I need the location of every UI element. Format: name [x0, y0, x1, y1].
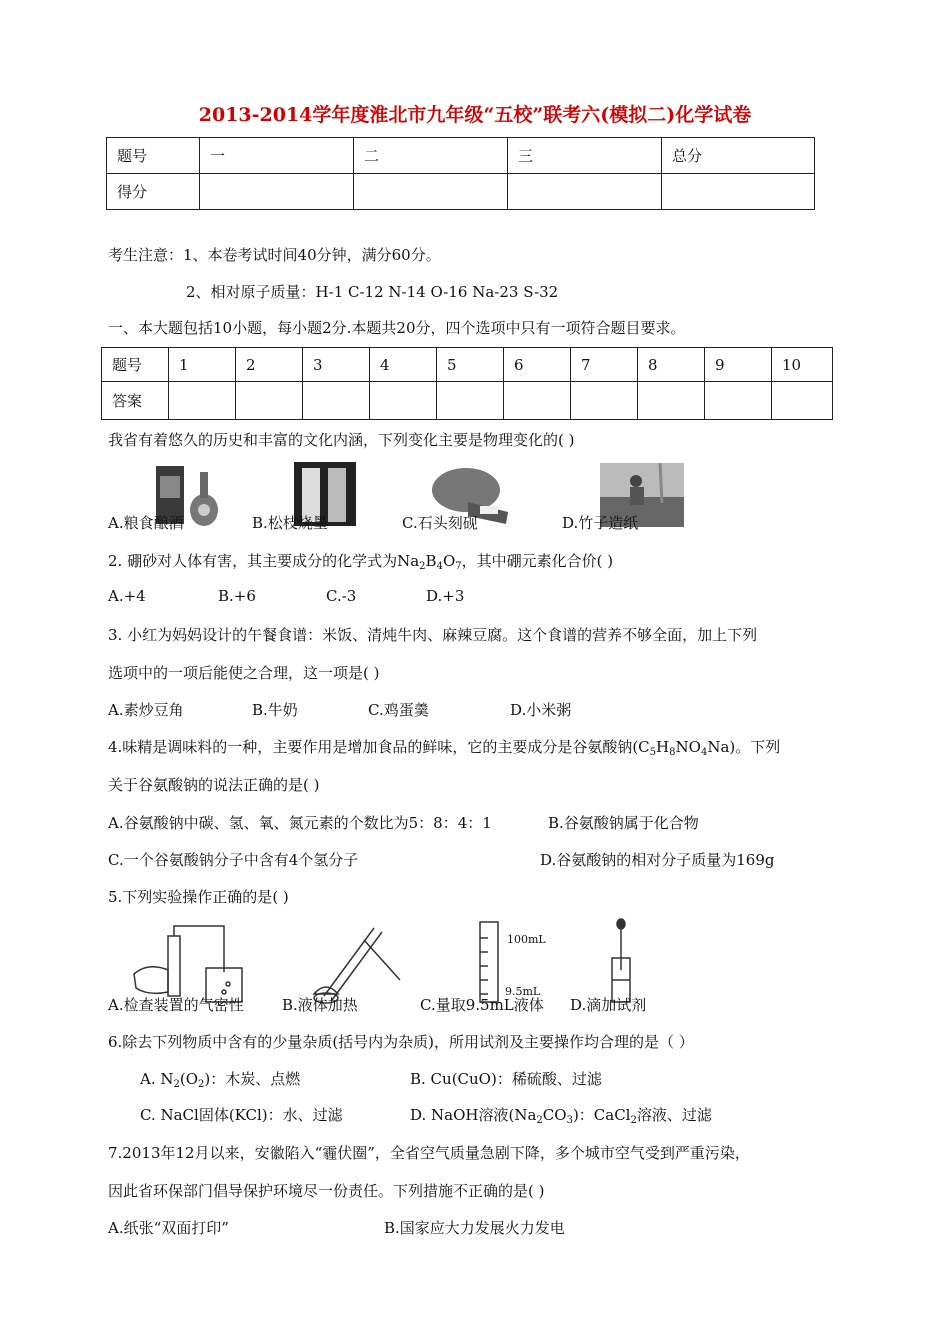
answer-row-label: 答案 — [102, 382, 169, 420]
page-title: 2013-2014学年度淮北市九年级“五校”联考六(模拟二)化学试卷 — [198, 104, 752, 126]
score-table — [106, 137, 815, 210]
q4-line-2: 关于谷氨酸钠的说法正确的是( ) — [108, 776, 320, 794]
q5-airtightness-image — [128, 922, 248, 1004]
answer-cell[interactable] — [504, 382, 571, 420]
score-cell[interactable] — [508, 174, 662, 210]
answer-header-cell: 3 — [303, 348, 370, 382]
q3-option-b[interactable]: B.牛奶 — [252, 701, 298, 719]
answer-header-cell: 题号 — [102, 348, 169, 382]
score-header-cell: 三 — [508, 138, 662, 174]
q5-option-d[interactable]: D.滴加试剂 — [570, 996, 647, 1014]
q7-line-1: 7.2013年12月以来，安徽陷入“霾伏圈”，全省空气质量急剧下降，多个城市空气受到严重污染， — [108, 1144, 750, 1162]
section-1-intro: 一、本大题包括10小题，每小题2分.本题共20分，四个选项中只有一项符合题目要求。 — [108, 319, 686, 337]
answer-cell[interactable] — [303, 382, 370, 420]
answer-header-cell: 2 — [236, 348, 303, 382]
answer-cell[interactable] — [772, 382, 833, 420]
answer-header-cell: 9 — [705, 348, 772, 382]
q1-option-c[interactable]: C.石头刻砚 — [402, 514, 478, 532]
q1-option-a[interactable]: A.粮食酿酒 — [108, 514, 184, 532]
q5-option-b[interactable]: B.液体加热 — [282, 996, 358, 1014]
q6-option-b[interactable]: B. Cu(CuO)：稀硫酸、过滤 — [410, 1070, 602, 1088]
q3-line-1: 3. 小红为妈妈设计的午餐食谱：米饭、清炖牛肉、麻辣豆腐。这个食谱的营养不够全面，加上下列 — [108, 626, 758, 644]
notice-line-1: 考生注意：1、本卷考试时间40分钟，满分60分。 — [108, 246, 441, 264]
q3-option-d[interactable]: D.小米粥 — [510, 701, 572, 719]
q7-option-a[interactable]: A.纸张“双面打印” — [108, 1219, 229, 1237]
q7-option-b[interactable]: B.国家应大力发展火力发电 — [384, 1219, 565, 1237]
q7-line-2: 因此省环保部门倡导保护环境尽一份责任。下列措施不正确的是( ) — [108, 1182, 545, 1200]
q3-option-c[interactable]: C.鸡蛋羹 — [368, 701, 429, 719]
q3-line-2: 选项中的一项后能使之合理，这一项是( ) — [108, 664, 380, 682]
score-cell[interactable] — [200, 174, 354, 210]
answer-header-cell: 10 — [772, 348, 833, 382]
answer-cell[interactable] — [169, 382, 236, 420]
q4-line-1: 4.味精是调味料的一种，主要作用是增加食品的鲜味，它的主要成分是谷氨酸钠$(C_5H_8NO_4Na)$。下列 — [108, 738, 781, 758]
q1-option-d[interactable]: D.竹子造纸 — [562, 514, 639, 532]
score-header-cell: 题号 — [107, 138, 200, 174]
score-header-cell: 二 — [354, 138, 508, 174]
q5-option-c[interactable]: C.量取9.5mL液体 — [420, 996, 544, 1014]
answer-cell[interactable] — [370, 382, 437, 420]
answer-header-cell: 4 — [370, 348, 437, 382]
answer-cell[interactable] — [638, 382, 705, 420]
score-row-label: 得分 — [107, 174, 200, 210]
answer-cell[interactable] — [705, 382, 772, 420]
q4-option-b[interactable]: B.谷氨酸钠属于化合物 — [548, 814, 699, 832]
q2-stem: 2. 硼砂对人体有害，其主要成分的化学式为$Na_2B_4O_7$，其中硼元素化合价( ) — [108, 552, 614, 572]
q2-option-b[interactable]: B.+6 — [218, 587, 256, 605]
q2-option-a[interactable]: A.+4 — [108, 587, 146, 605]
answer-cell[interactable] — [437, 382, 504, 420]
q4-option-d[interactable]: D.谷氨酸钠的相对分子质量为169g — [540, 851, 775, 869]
q4-option-c[interactable]: C.一个谷氨酸钠分子中含有4个氢分子 — [108, 851, 359, 869]
score-cell[interactable] — [354, 174, 508, 210]
answer-table — [101, 347, 833, 420]
q5-heating-image — [304, 920, 404, 1004]
score-header-cell: 一 — [200, 138, 354, 174]
score-header-cell: 总分 — [662, 138, 815, 174]
answer-cell[interactable] — [571, 382, 638, 420]
score-cell[interactable] — [662, 174, 815, 210]
q6-option-a[interactable]: A. $N_2(O_2)$：木炭、点燃 — [140, 1070, 301, 1090]
q5-stem: 5.下列实验操作正确的是( ) — [108, 888, 289, 906]
q5-dropper-image — [596, 918, 646, 1004]
answer-header-cell: 6 — [504, 348, 571, 382]
answer-header-cell: 1 — [169, 348, 236, 382]
answer-header-cell: 7 — [571, 348, 638, 382]
q4-option-a[interactable]: A.谷氨酸钠中碳、氢、氧、氮元素的个数比为5：8：4：1 — [108, 814, 492, 832]
q5-cylinder-100ml-label: 100mL — [507, 933, 546, 946]
answer-header-cell: 5 — [437, 348, 504, 382]
q1-stem: 我省有着悠久的历史和丰富的文化内涵，下列变化主要是物理变化的( ) — [108, 431, 575, 449]
q5-cylinder-9-5ml-label: 9.5mL — [505, 985, 541, 998]
q5-option-a[interactable]: A.检查装置的气密性 — [108, 996, 244, 1014]
notice-line-2: 2、相对原子质量：H-1 C-12 N-14 O-16 Na-23 S-32 — [186, 283, 559, 301]
q2-option-d[interactable]: D.+3 — [426, 587, 465, 605]
answer-header-cell: 8 — [638, 348, 705, 382]
q6-stem: 6.除去下列物质中含有的少量杂质(括号内为杂质)，所用试剂及主要操作均合理的是（ ） — [108, 1033, 694, 1051]
q2-option-c[interactable]: C.-3 — [326, 587, 357, 605]
answer-cell[interactable] — [236, 382, 303, 420]
q6-option-c[interactable]: C. NaCl固体(KCl)：水、过滤 — [140, 1106, 343, 1124]
q6-option-d[interactable]: D. NaOH溶液$(Na_2CO_3)$：CaCl$_2$溶液、过滤 — [410, 1106, 712, 1126]
q3-option-a[interactable]: A.素炒豆角 — [108, 701, 184, 719]
q1-option-b[interactable]: B.松枝烧墨 — [252, 514, 328, 532]
